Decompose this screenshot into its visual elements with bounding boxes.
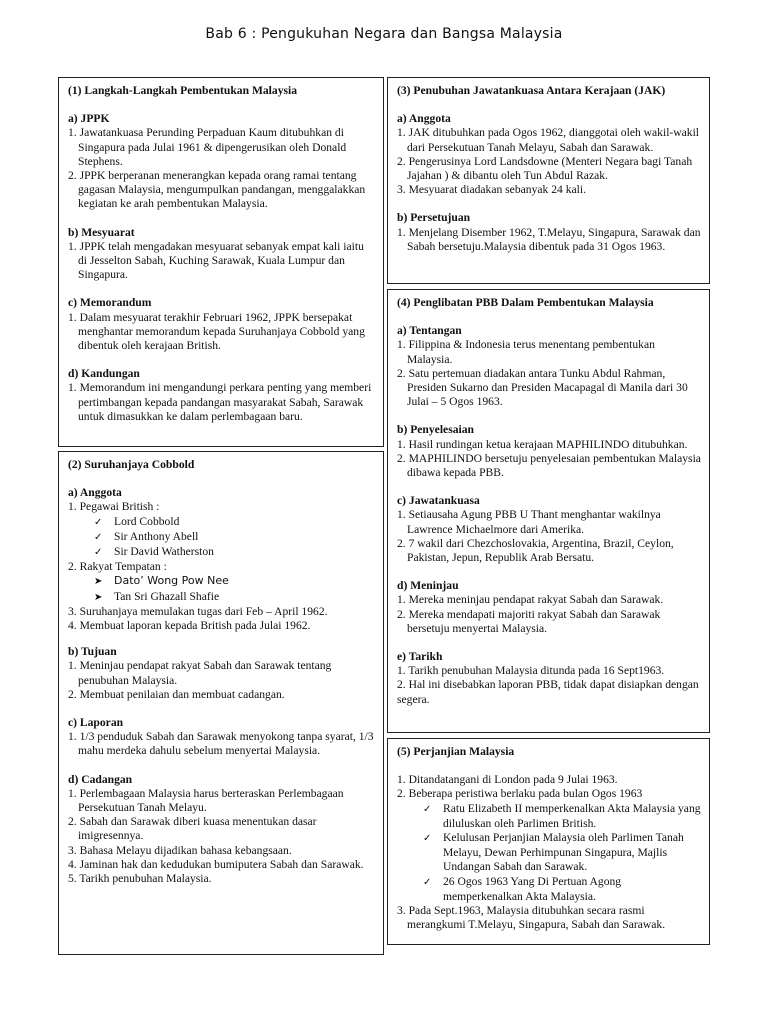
list-item: 2. 7 wakil dari Chezchoslovakia, Argentina, Brazil, Ceylon, Pakistan, Jepun, Republik Arab Bersatu. — [397, 536, 674, 565]
list-item: 3. Suruhanjaya memulakan tugas dari Feb – April 1962. — [68, 604, 328, 618]
box-penubuhan-jak — [387, 77, 710, 284]
list-item: 3. Pada Sept.1963, Malaysia ditubuhkan secara rasmi merangkumi T.Melayu, Singapura, Sabah dan Sarawak. — [397, 904, 666, 932]
section-title: a) Anggota — [68, 486, 122, 500]
sub-item — [423, 831, 701, 875]
list-item: 2. Satu pertemuan diadakan antara Tunku Abdul Rahman, Presiden Sukarno dan Presiden Macapagal di Manila dari 30 Julai – 5 Ogos 1963. — [397, 366, 688, 409]
list-item: 2. JPPK berperanan menerangkan kepada orang ramai tentang gagasan Malaysia, mengumpulkan pandangan, menggalakkan kegiatan ke arah pembentukan Malaysia. — [68, 169, 366, 211]
page-title: Bab 6 : Pengukuhan Negara dan Bangsa Malaysia — [205, 26, 563, 42]
list-item: 2. Sabah dan Sarawak diberi kuasa menentukan dasar imigresennya. — [68, 815, 317, 843]
list-item: 1. Menjelang Disember 1962, T.Melayu, Singapura, Sarawak dan Sabah bersetuju.Malaysia dibentuk pada 31 Ogos 1963. — [397, 225, 701, 253]
section-title: b) Penyelesaian — [397, 423, 474, 437]
box1-heading: (1) Langkah-Langkah Pembentukan Malaysia — [68, 84, 298, 97]
sub-item-text: Lord Cobbold — [114, 514, 180, 528]
list-item: 1. Jawatankuasa Perunding Perpaduan Kaum ditubuhkan di Singapura pada Julai 1961 & dipengerusikan oleh Donald Stephens. — [68, 126, 347, 168]
arrow-right-icon: ➤ — [94, 576, 103, 588]
list-item: 1. Meninjau pendapat rakyat Sabah dan Sarawak tentang penubuhan Malaysia. — [68, 659, 332, 687]
check-icon: ✓ — [94, 531, 103, 543]
sub-item — [94, 530, 375, 545]
box4-heading: (4) Penglibatan PBB Dalam Pembentukan Malaysia — [397, 296, 654, 309]
sub-item — [94, 515, 375, 530]
box-suruhanjaya-cobbold — [58, 451, 384, 955]
list-item: 2. Hal ini disebabkan laporan PBB, tidak dapat disiapkan dengan segera. — [397, 678, 699, 706]
sub-item-text: Ratu Elizabeth II memperkenalkan Akta Malaysia yang diluluskan oleh Parlimen British. — [443, 801, 701, 830]
list-item: 1. Memorandum ini mengandungi perkara penting yang memberi pertimbangan kepada pandangan masyarakat Sabah, Sarawak untuk dimasukkan ke dalam perlembagaan baru. — [68, 381, 372, 423]
sub-item — [94, 545, 375, 560]
sub-item-text: Tan Sri Ghazall Shafie — [114, 589, 220, 603]
sub-item-text: Dato’ Wong Pow Nee — [114, 574, 229, 588]
sub-item-text: Sir David Watherston — [114, 545, 214, 559]
list-item: 1. Tarikh penubuhan Malaysia ditunda pada 16 Sept1963. — [397, 664, 665, 678]
list-item: 1. Dalam mesyuarat terakhir Februari 1962, JPPK bersepakat menghantar memorandum kepada Suruhanjaya Cobbold yang dibentuk oleh kerajaan British. — [68, 310, 365, 353]
check-icon: ✓ — [423, 876, 432, 888]
list-item: 2. Beberapa peristiwa berlaku pada bulan Ogos 1963 — [397, 787, 643, 801]
box-penglibatan-pbb — [387, 289, 710, 733]
section-title: d) Cadangan — [68, 772, 133, 786]
check-icon: ✓ — [94, 516, 103, 528]
section-title: b) Mesyuarat — [68, 225, 135, 239]
box-perjanjian-malaysia — [387, 738, 710, 945]
box2-heading: (2) Suruhanjaya Cobbold — [68, 458, 195, 471]
check-icon: ✓ — [94, 547, 103, 559]
list-item: 2. Pengerusinya Lord Landsdowne (Menteri Negara bagi Tanah Jajahan ) & dibantu oleh Tun Abdul Razak. — [397, 154, 693, 183]
section-title: a) Anggota — [397, 112, 451, 126]
list-item: 1. 1/3 penduduk Sabah dan Sarawak menyokong tanpa syarat, 1/3 mahu merdeka dahulu sebelum menyertai Malaysia. — [68, 730, 374, 758]
section-title: d) Meninjau — [397, 579, 459, 593]
list-item: 2. MAPHILINDO bersetuju penyelesaian pembentukan Malaysia dibawa kepada PBB. — [397, 451, 701, 480]
check-icon: ✓ — [423, 833, 432, 845]
list-item: 3. Bahasa Melayu dijadikan bahasa kebangsaan. — [68, 843, 292, 857]
section-title: c) Jawatankuasa — [397, 494, 480, 508]
list-item: 1. Mereka meninjau pendapat rakyat Sabah dan Sarawak. — [397, 593, 664, 607]
sub-item-text: Kelulusan Perjanjian Malaysia oleh Parlimen Tanah Melayu, Dewan Perhimpunan Singapura, Majlis Undangan Sabah dan Sarawak. — [443, 831, 684, 874]
list-item: 2. Mereka mendapati majoriti rakyat Sabah dan Sarawak bersetuju menyertai Malaysia. — [397, 607, 661, 635]
section-title: a) JPPK — [68, 112, 110, 126]
arrow-right-icon: ➤ — [94, 591, 103, 603]
list-item: 1. JAK ditubuhkan pada Ogos 1962, dianggotai oleh wakil-wakil dari Persekutuan Tanah Melayu, Sabah dan Sarawak. — [397, 126, 700, 154]
box3-heading: (3) Penubuhan Jawatankuasa Antara Kerajaan (JAK) — [397, 84, 666, 97]
section-title: e) Tarikh — [397, 650, 443, 664]
sub-item — [423, 875, 701, 904]
section-title: a) Tentangan — [397, 324, 462, 338]
section-title: d) Kandungan — [68, 367, 140, 381]
list-item: 1. Pegawai British : — [68, 500, 160, 514]
list-item: 2. Membuat penilaian dan membuat cadangan. — [68, 687, 285, 701]
section-title: c) Memorandum — [68, 296, 152, 310]
section-title: c) Laporan — [68, 716, 124, 730]
list-item: 5. Tarikh penubuhan Malaysia. — [68, 872, 212, 886]
list-item: 3. Mesyuarat diadakan sebanyak 24 kali. — [397, 183, 586, 197]
list-item: 1. JPPK telah mengadakan mesyuarat sebanyak empat kali iaitu di Jesselton Sabah, Kuching Sarawak, Kuala Lumpur dan Singapura. — [68, 239, 364, 282]
sub-item — [94, 590, 375, 605]
section-title: b) Persetujuan — [397, 211, 471, 225]
list-item: 4. Jaminan hak dan kedudukan bumiputera Sabah dan Sarawak. — [68, 857, 364, 871]
list-item: 1. Ditandatangani di London pada 9 Julai 1963. — [397, 773, 618, 787]
sub-item — [94, 574, 375, 589]
box-langkah-pembentukan — [58, 77, 384, 447]
check-icon: ✓ — [423, 803, 432, 815]
box5-heading: (5) Perjanjian Malaysia — [397, 745, 515, 758]
list-item: 4. Membuat laporan kepada British pada Julai 1962. — [68, 619, 311, 633]
list-item: 1. Filippina & Indonesia terus menentang pembentukan Malaysia. — [397, 338, 655, 366]
sub-item-text: Sir Anthony Abell — [114, 529, 199, 543]
list-item: 1. Hasil rundingan ketua kerajaan MAPHILINDO ditubuhkan. — [397, 437, 688, 451]
list-item: 1. Setiausaha Agung PBB U Thant menghantar wakilnya Lawrence Michaelmore dari Amerika. — [397, 508, 661, 536]
sub-item — [423, 802, 701, 831]
list-item: 1. Perlembagaan Malaysia harus berteraskan Perlembagaan Persekutuan Tanah Melayu. — [68, 786, 344, 815]
sub-item-text: 26 Ogos 1963 Yang Di Pertuan Agong memperkenalkan Akta Malaysia. — [443, 874, 622, 903]
section-title: b) Tujuan — [68, 645, 117, 659]
list-item: 2. Rakyat Tempatan : — [68, 560, 167, 574]
